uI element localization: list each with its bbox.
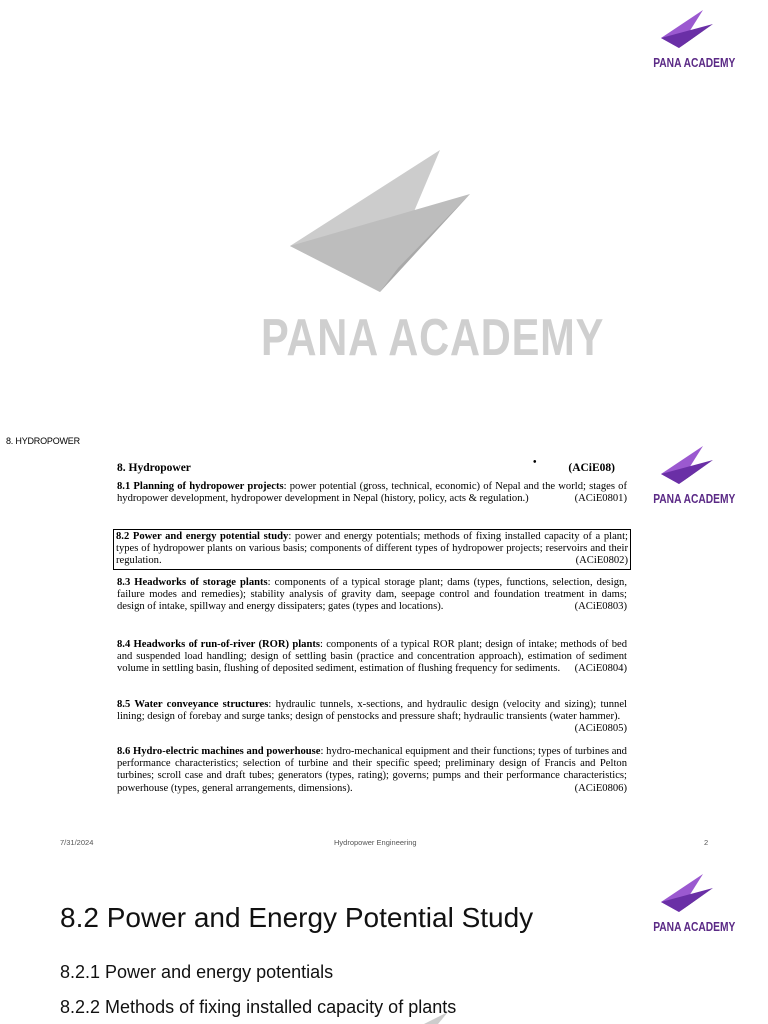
syllabus-item-code: (ACiE0802) [575,555,628,567]
brand-logo [646,8,736,70]
paper-plane-logo-icon [657,444,715,490]
syllabus-item [117,639,627,676]
syllabus-item-body: : power potential (gross, technical, economic) of Nepal and the world; stages of hydropower development, hydropower development in Nepal (history, policy, acts & regulation.) [117,481,627,505]
paper-plane-logo-icon [657,872,715,918]
brand-logo [646,444,736,506]
syllabus-item-body: : components of a typical ROR plant; design of intake; methods of bed and suspended load handling; design of settling basin (practice and concentration approach), estimation of sediment volume in settling basin, flushing of deposited sediment, estimation of flushing frequency for sediments. [117,639,627,675]
watermark-plane-fragment-icon [424,1012,454,1024]
footer-date: 7/31/2024 [60,838,94,847]
list-item: 8.2.1 Power and energy potentials [60,962,334,982]
syllabus-item-code: (ACiE0803) [574,601,627,613]
bullet-dot: • [533,457,537,468]
footer-course: Hydropower Engineering [334,838,417,847]
syllabus-item [117,481,627,505]
syllabus-item [117,746,627,795]
syllabus-item-highlighted [113,529,631,570]
syllabus-item-code: (ACiE0801) [574,493,627,505]
slide-title: 8.2 Power and Energy Potential Study [60,902,534,933]
syllabus-item-body: : hydraulic tunnels, x-sections, and hydraulic design (velocity and sizing); tunnel lining; design of forebay and surge tanks; design of penstocks and pressure shaft; hydraulic transients (water hammer). [117,699,627,723]
syllabus-title-text: 8. Hydropower [117,462,191,474]
footer-page-number: 2 [704,838,709,847]
list-item: 8.2.2 Methods of fixing installed capacity of plants [60,997,457,1017]
syllabus-item-body: : power and energy potentials; methods of fixing installed capacity of a plant; types of hydropower plants on various basis; components of different types of hydropower projects; reservoirs and their regulation. [116,531,628,567]
syllabus-item [117,699,627,736]
syllabus-item-code: (ACiE0805) [574,723,627,735]
watermark-plane-icon [288,148,472,294]
syllabus-item-code: (ACiE0804) [574,663,627,675]
brand-logo-text: PANA ACADEMY [653,920,736,934]
watermark-brand-text: PANA ACADEMY [261,309,605,367]
syllabus-item-body: : components of a typical storage plant; dams (types, functions, selection, design, failure modes and remedies); stability analysis of gravity dam, seepage control and foundation treatment in dams; design of intake, spillway and energy dissipaters; gates (types and locations). [117,577,627,613]
syllabus-item-code: (ACiE0806) [574,782,627,794]
syllabus-title-code: (ACiE08) [568,462,615,474]
syllabus-item [117,577,627,614]
syllabus-item-heading: 8.4 Headworks of run-of-river (ROR) plants [117,639,321,650]
syllabus-item-heading: 8.6 Hydro-electric machines and powerhouse [117,746,321,757]
syllabus-item-heading: 8.3 Headworks of storage plants [117,577,268,588]
syllabus-item-body: : hydro-mechanical equipment and their functions; types of turbines and performance characteristics; selection of turbine and their specific speed; preliminary design of Francis and Pelton turbines; scroll case and draft tubes; generators (types, rating); governs; pumps and their performance characteristics; powerhouse (types, general arrangements, dimensions). [117,746,627,794]
paper-plane-logo-icon [657,8,715,54]
syllabus-item-heading: 8.1 Planning of hydropower projects [117,481,284,492]
brand-logo [646,872,736,934]
brand-logo-text: PANA ACADEMY [653,56,736,70]
syllabus-item-heading: 8.5 Water conveyance structures [117,699,269,710]
syllabus-item-heading: 8.2 Power and energy potential study [116,531,289,542]
section-label: 8. HYDROPOWER [6,436,80,446]
brand-logo-text: PANA ACADEMY [653,492,736,506]
syllabus-title [117,457,627,474]
